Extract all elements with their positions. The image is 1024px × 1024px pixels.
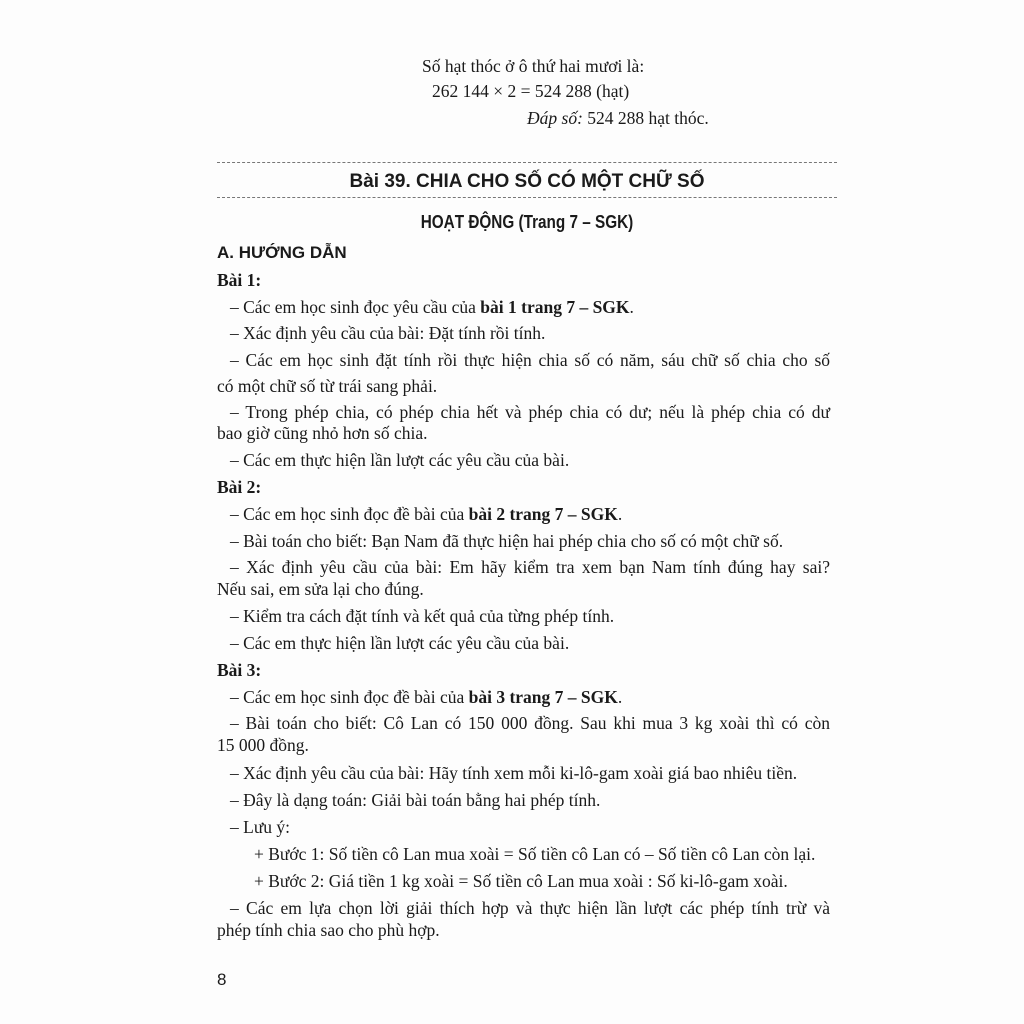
text-line: 15 000 đồng. [217,735,309,755]
exercise-heading: Bài 1: [217,270,262,290]
lesson-title: Bài 39. CHIA CHO SỐ CÓ MỘT CHỮ SỐ [349,171,705,192]
text-line: – Đây là dạng toán: Giải bài toán bằng hai phép tính. [230,790,601,810]
text-line: – Trong phép chia, có phép chia hết và phép chia có dư; nếu là phép chia có dư [230,402,830,422]
section-heading: A. HƯỚNG DẪN [217,243,347,262]
text-line: – Các em thực hiện lần lượt các yêu cầu của bài. [230,633,570,653]
exercise-heading: Bài 2: [217,477,262,497]
divider [217,162,837,163]
text-line: – Các em lựa chọn lời giải thích hợp và thực hiện lần lượt các phép tính trừ và [230,898,830,918]
text-line: + Bước 2: Giá tiền 1 kg xoài = Số tiền cô Lan mua xoài : Số ki-lô-gam xoài. [254,871,788,891]
text-line: – Xác định yêu cầu của bài: Hãy tính xem mỗi ki-lô-gam xoài giá bao nhiêu tiền. [230,763,798,783]
text-line: – Các em thực hiện lần lượt các yêu cầu của bài. [230,450,570,470]
activity-title: HOẠT ĐỘNG (Trang 7 – SGK) [420,212,634,232]
calculation-line: 262 144 × 2 = 524 288 (hạt) [432,81,630,101]
text-line: – Xác định yêu cầu của bài: Em hãy kiểm tra xem bạn Nam tính đúng hay sai? [230,557,830,577]
text-line: Số hạt thóc ở ô thứ hai mươi là: [422,56,645,76]
text-line: – Xác định yêu cầu của bài: Đặt tính rồi tính. [230,323,546,343]
exercise-heading: Bài 3: [217,660,262,680]
divider [217,197,837,198]
answer-line [527,107,1024,129]
answer-value: 524 288 hạt thóc. [582,108,709,128]
text-line: – Các em học sinh đọc đề bài của bài 2 trang 7 – SGK. [230,504,623,524]
text-line: + Bước 1: Số tiền cô Lan mua xoài = Số tiền cô Lan có – Số tiền cô Lan còn lại. [254,844,816,864]
answer-label: Đáp số: [527,108,583,128]
text-line: – Bài toán cho biết: Cô Lan có 150 000 đồng. Sau khi mua 3 kg xoài thì có còn [230,713,830,733]
page-number: 8 [217,970,227,989]
text-line: – Các em học sinh đọc đề bài của bài 3 trang 7 – SGK. [230,687,623,707]
text-line: – Bài toán cho biết: Bạn Nam đã thực hiện hai phép chia cho số có một chữ số. [230,531,784,551]
text-line: – Lưu ý: [230,817,291,837]
text-line: – Các em học sinh đọc yêu cầu của bài 1 trang 7 – SGK. [230,297,634,317]
text-line: – Kiểm tra cách đặt tính và kết quả của từng phép tính. [230,606,615,626]
text-line: Nếu sai, em sửa lại cho đúng. [217,579,424,599]
text-line: có một chữ số từ trái sang phải. [217,376,438,396]
text-line: bao giờ cũng nhỏ hơn số chia. [217,423,428,443]
text-line: phép tính chia sao cho phù hợp. [217,920,440,940]
text-line: – Các em học sinh đặt tính rồi thực hiện chia số có năm, sáu chữ số chia cho số [230,350,830,370]
